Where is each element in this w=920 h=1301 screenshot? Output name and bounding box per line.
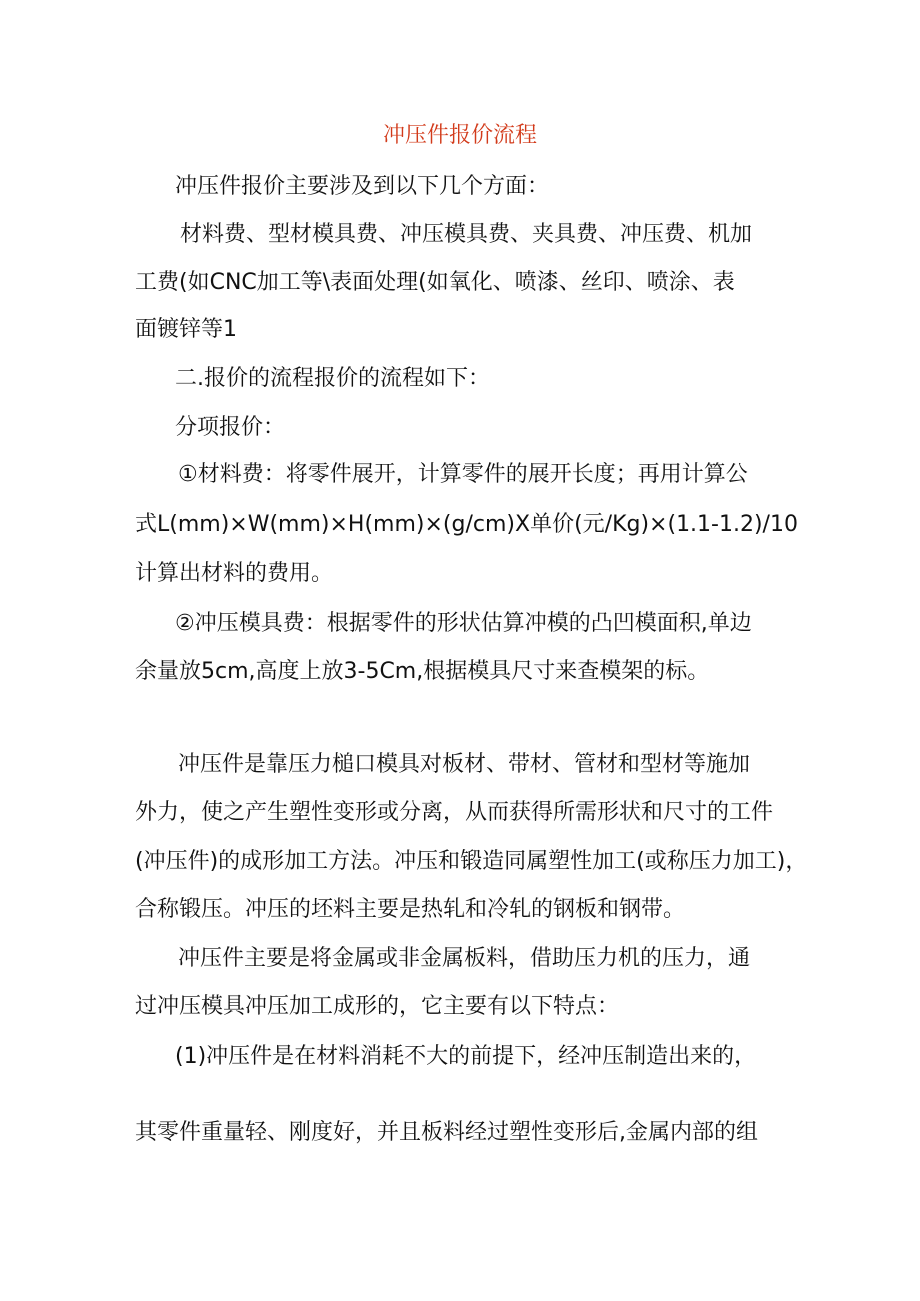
text-line: 合称锻压。冲压的坯料主要是热轧和冷轧的钢板和钢带。 bbox=[135, 897, 686, 922]
text-line: 材料费、型材模具费、冲压模具费、夹具费、冲压费、机加 bbox=[180, 222, 753, 247]
text-line: 计算出材料的费用。 bbox=[135, 561, 334, 586]
text-line: ①材料费：将零件展开，计算零件的展开长度；再用计算公 bbox=[178, 462, 748, 487]
text-line: 二.报价的流程报价的流程如下： bbox=[175, 366, 490, 391]
text-line: (冲压件)的成形加工方法。冲压和锻造同属塑性加工(或称压力加工)， bbox=[135, 849, 808, 874]
document-title: 冲压件报价流程 bbox=[382, 123, 537, 148]
text-line: 外力，使之产生塑性变形或分离，从而获得所需形状和尺寸的工件 bbox=[135, 800, 774, 825]
text-line: (1)冲压件是在材料消耗不大的前提下，经冲压制造出来的， bbox=[175, 1044, 757, 1069]
text-line: 余量放5cm,高度上放3-5Cm,根据模具尺寸来查模架的标。 bbox=[135, 659, 710, 684]
text-line: 过冲压模具冲压加工成形的，它主要有以下特点： bbox=[135, 994, 620, 1019]
text-line: 冲压件主要是将金属或非金属板料，借助压力机的压力，通 bbox=[178, 946, 751, 971]
text-line: 面镀锌等1 bbox=[135, 317, 237, 342]
text-line: 工费(如CNC加工等\表面处理(如氧化、喷漆、丝印、喷涂、表 bbox=[135, 270, 735, 295]
text-line: 冲压件报价主要涉及到以下几个方面： bbox=[175, 174, 550, 199]
text-line: 式L(mm)×W(mm)×H(mm)×(g/cm)X单价(元/Kg)×(1.1-1.2)/10 bbox=[135, 512, 798, 537]
text-line: 冲压件是靠压力槌口模具对板材、带材、管材和型材等施加 bbox=[178, 752, 751, 777]
text-line: 分项报价： bbox=[175, 415, 286, 440]
text-line: ②冲压模具费：根据零件的形状估算冲模的凸凹模面积,单边 bbox=[175, 611, 752, 636]
text-line: 其零件重量轻、刚度好，并且板料经过塑性变形后,金属内部的组 bbox=[135, 1120, 758, 1145]
